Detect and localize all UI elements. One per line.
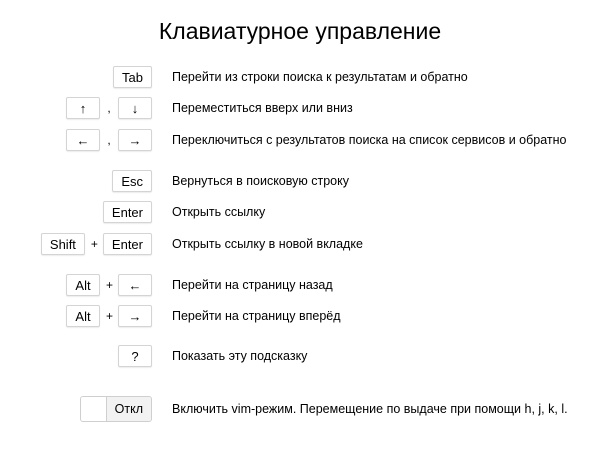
vim-mode-toggle[interactable]	[80, 396, 152, 422]
shortcut-description: Открыть ссылку в новой вкладке	[172, 237, 363, 251]
toggle-knob[interactable]	[81, 397, 107, 421]
shortcut-row-up-down	[0, 95, 600, 121]
key-esc: Esc	[112, 170, 152, 192]
shortcut-row-help	[0, 343, 600, 369]
toggle-state-label: Откл	[107, 397, 151, 421]
shortcut-keys	[66, 303, 152, 329]
shortcut-row-enter	[0, 199, 600, 225]
key-shift: Shift	[41, 233, 85, 255]
shortcut-description: Показать эту подсказку	[172, 349, 308, 363]
vim-mode-row	[0, 396, 600, 422]
shortcut-keys	[103, 199, 152, 225]
shortcut-row-shift-enter	[0, 231, 600, 257]
shortcut-keys	[66, 272, 152, 298]
shortcut-row-esc	[0, 168, 600, 194]
key-separator: ,	[107, 101, 111, 115]
key-alt: Alt	[66, 305, 100, 327]
key-tab: Tab	[113, 66, 152, 88]
page-title: Клавиатурное управление	[158, 18, 442, 44]
shortcut-description: Переместиться вверх или вниз	[172, 101, 353, 115]
shortcut-keys	[113, 64, 152, 90]
shortcut-description: Перейти на страницу вперёд	[172, 309, 341, 323]
key-arrow-right: →	[118, 129, 152, 151]
shortcut-keys	[66, 127, 152, 153]
key-arrow-left: ←	[66, 129, 100, 151]
key-separator: +	[90, 237, 98, 251]
key-separator: +	[106, 278, 114, 292]
shortcut-row-tab	[0, 64, 600, 90]
shortcut-description: Открыть ссылку	[172, 205, 266, 219]
key-arrow-right: →	[118, 305, 152, 327]
shortcut-row-left-right	[0, 127, 600, 153]
shortcut-keys	[66, 95, 152, 121]
shortcut-description: Перейти на страницу назад	[172, 278, 333, 292]
shortcut-keys	[112, 168, 152, 194]
shortcut-description: Переключиться с результатов поиска на список сервисов и обратно	[172, 133, 567, 147]
key-arrow-left: ←	[118, 274, 152, 296]
shortcut-keys	[41, 231, 152, 257]
key-separator: +	[106, 309, 114, 323]
vim-toggle-wrapper	[80, 396, 152, 422]
shortcut-row-alt-left	[0, 272, 600, 298]
shortcut-description: Перейти из строки поиска к результатам и обратно	[172, 70, 468, 84]
key-enter: Enter	[103, 233, 152, 255]
key-arrow-down: ↓	[118, 97, 152, 119]
shortcut-keys	[118, 343, 152, 369]
key-arrow-up: ↑	[66, 97, 100, 119]
vim-mode-description: Включить vim-режим. Перемещение по выдаче при помощи h, j, k, l.	[172, 402, 568, 416]
key-alt: Alt	[66, 274, 100, 296]
shortcut-description: Вернуться в поисковую строку	[172, 174, 349, 188]
key-enter: Enter	[103, 201, 152, 223]
key-separator: ,	[107, 133, 111, 147]
shortcut-row-alt-right	[0, 303, 600, 329]
key-question: ?	[118, 345, 152, 367]
